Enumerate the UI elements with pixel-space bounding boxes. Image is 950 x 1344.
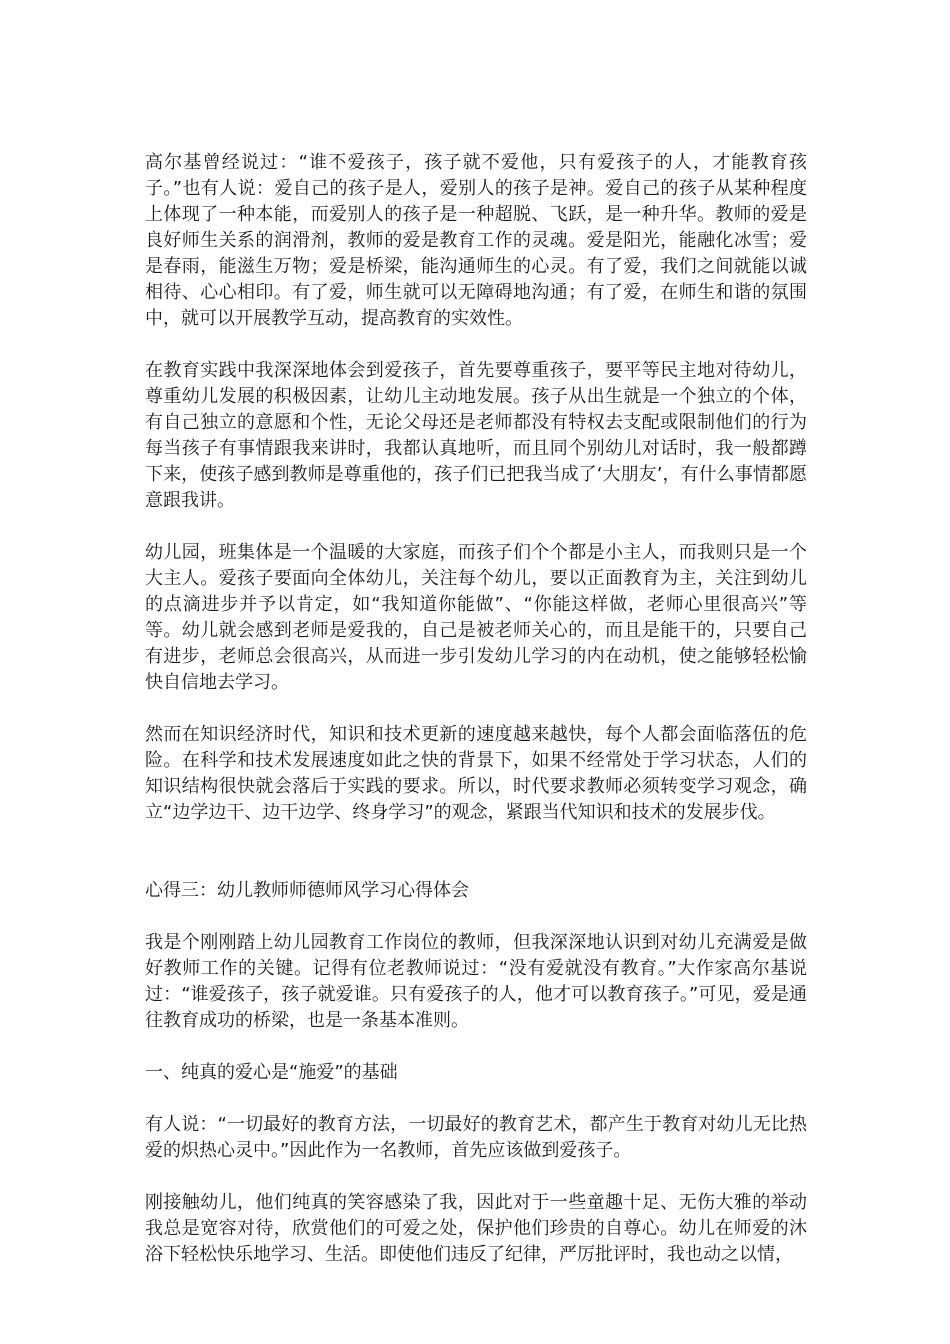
document-body <box>145 150 807 1294</box>
paragraph-kindergarten-family: 幼儿园，班集体是一个温暖的大家庭，而孩子们个个都是小主人，而我则只是一个大主人。爱孩子要面向全体幼儿，关注每个幼儿，要以正面教育为主，关注到幼儿的点滴进步并予以肯定，如“我知道你能做”、“你能这样做，老师心里很高兴”等等。幼儿就会感到老师是爱我的，自己是被老师关心的，而且是能干的，只要自己有进步，老师总会很高兴，从而进一步引发幼儿学习的内在动机，使之能够轻松愉快自信地去学习。 <box>145 542 807 693</box>
section-title: 心得三：幼儿教师师德师风学习心得体会 <box>145 880 469 901</box>
subheading: 一、纯真的爱心是“施爱”的基础 <box>145 1062 398 1083</box>
paragraph-knowledge-economy: 然而在知识经济时代，知识和技术更新的速度越来越快，每个人都会面临落伍的危险。在科学和技术发展速度如此之快的背景下，如果不经常处于学习状态，人们的知识结构很快就会落后于实践的要求。所以，时代要求教师必须转变学习观念，确立“边学边干、边干边学、终身学习”的观念，紧跟当代知识和技术的发展步伐。 <box>145 724 807 823</box>
section-intro-paragraph: 我是个刚刚踏上幼儿园教育工作岗位的教师，但我深深地认识到对幼儿充满爱是做好教师工作的关键。记得有位老教师说过：“没有爱就没有教育。”大作家高尔基说过：“谁爱孩子，孩子就爱谁。只有爱孩子的人，他才可以教育孩子。”可见，爱是通往教育成功的桥梁，也是一条基本准则。 <box>145 932 807 1031</box>
paragraph-love-quote: 有人说：“一切最好的教育方法，一切最好的教育艺术，都产生于教育对幼儿无比热爱的炽热心灵中。”因此作为一名教师，首先应该做到爱孩子。 <box>145 1114 807 1161</box>
paragraph-respect-children: 在教育实践中我深深地体会到爱孩子，首先要尊重孩子，要平等民主地对待幼儿，尊重幼儿发展的积极因素，让幼儿主动地发展。孩子从出生就是一个独立的个体，有自己独立的意愿和个性，无论父母还是老师都没有特权去支配或限制他们的行为每当孩子有事情跟我来讲时，我都认真地听，而且同个别幼儿对话时，我一般都蹲下来，使孩子感到教师是尊重他的，孩子们已把我当成了‘大朋友’，有什么事情都愿意跟我讲。 <box>145 360 807 511</box>
paragraph-children-smiles: 刚接触幼儿，他们纯真的笑容感染了我，因此对于一些童趣十足、无伤大雅的举动我总是宽容对待，欣赏他们的可爱之处，保护他们珍贵的自尊心。幼儿在师爱的沐浴下轻松快乐地学习、生活。即使他们违反了纪律，严厉批评时，我也动之以情， <box>145 1192 807 1265</box>
paragraph-gorky-quote: 高尔基曾经说过：“谁不爱孩子，孩子就不爱他，只有爱孩子的人，才能教育孩子。”也有人说：爱自己的孩子是人，爱别人的孩子是神。爱自己的孩子从某种程度上体现了一种本能，而爱别人的孩子是一种超脱、飞跃，是一种升华。教师的爱是良好师生关系的润滑剂，教师的爱是教育工作的灵魂。爱是阳光，能融化冰雪；爱是春雨，能滋生万物；爱是桥梁，能沟通师生的心灵。有了爱，我们之间就能以诚相待、心心相印。有了爱，师生就可以无障碍地沟通；有了爱，在师生和谐的氛围中，就可以开展教学互动，提高教育的实效性。 <box>145 152 807 329</box>
